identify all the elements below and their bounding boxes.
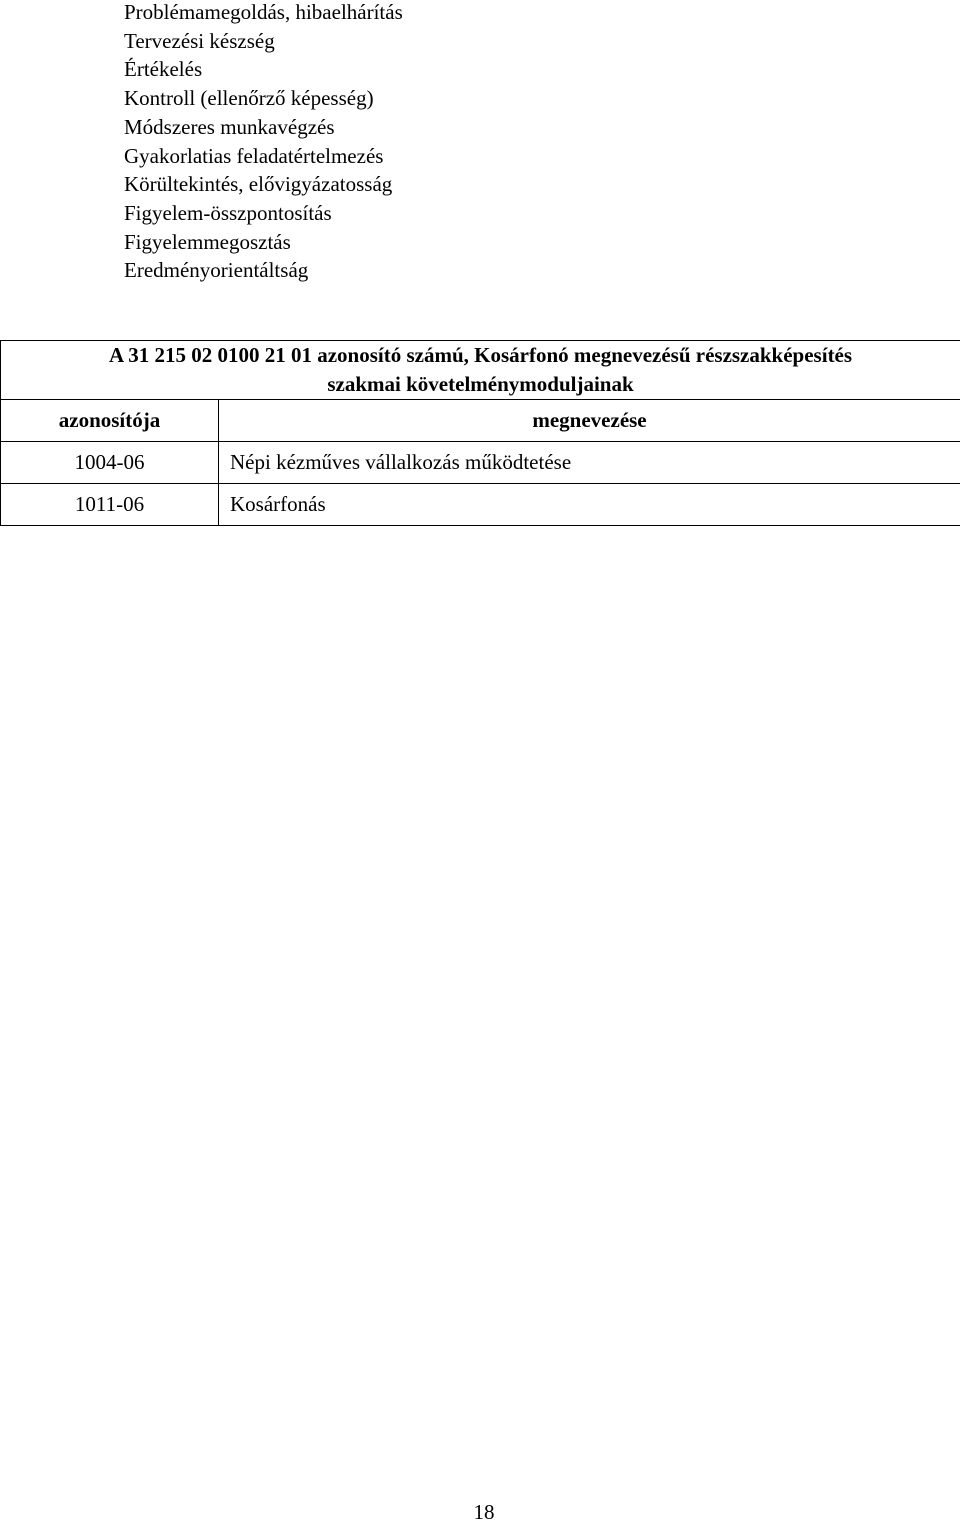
caption-line-1: A 31 215 02 0100 21 01 azonosító számú, Kosárfonó megnevezésű részszakképesítés (109, 343, 852, 367)
module-name: Népi kézműves vállalkozás működtetése (219, 442, 960, 484)
list-item: Figyelem-összpontosítás (124, 199, 403, 228)
column-header-id: azonosítója (1, 400, 219, 442)
module-name: Kosárfonás (219, 484, 960, 526)
caption-line-2: szakmai követelménymoduljainak (327, 372, 633, 396)
table-header-row (1, 400, 960, 442)
list-item: Kontroll (ellenőrző képesség) (124, 84, 403, 113)
module-id: 1004-06 (1, 442, 219, 484)
table-caption-row (1, 341, 960, 400)
list-item: Értékelés (124, 55, 403, 84)
list-item: Tervezési készség (124, 27, 403, 56)
list-item: Figyelemmegosztás (124, 228, 403, 257)
module-id: 1011-06 (1, 484, 219, 526)
table-row (1, 442, 960, 484)
list-item: Problémamegoldás, hibaelhárítás (124, 0, 403, 27)
list-item: Módszeres munkavégzés (124, 113, 403, 142)
page-number: 18 (0, 1500, 960, 1525)
table-caption (1, 341, 960, 400)
list-item: Körültekintés, elővigyázatosság (124, 170, 403, 199)
column-header-name: megnevezése (219, 400, 960, 442)
list-item: Gyakorlatias feladatértelmezés (124, 142, 403, 171)
module-table (0, 340, 960, 526)
table-row (1, 484, 960, 526)
list-item: Eredményorientáltság (124, 256, 403, 285)
skill-list (124, 0, 403, 285)
